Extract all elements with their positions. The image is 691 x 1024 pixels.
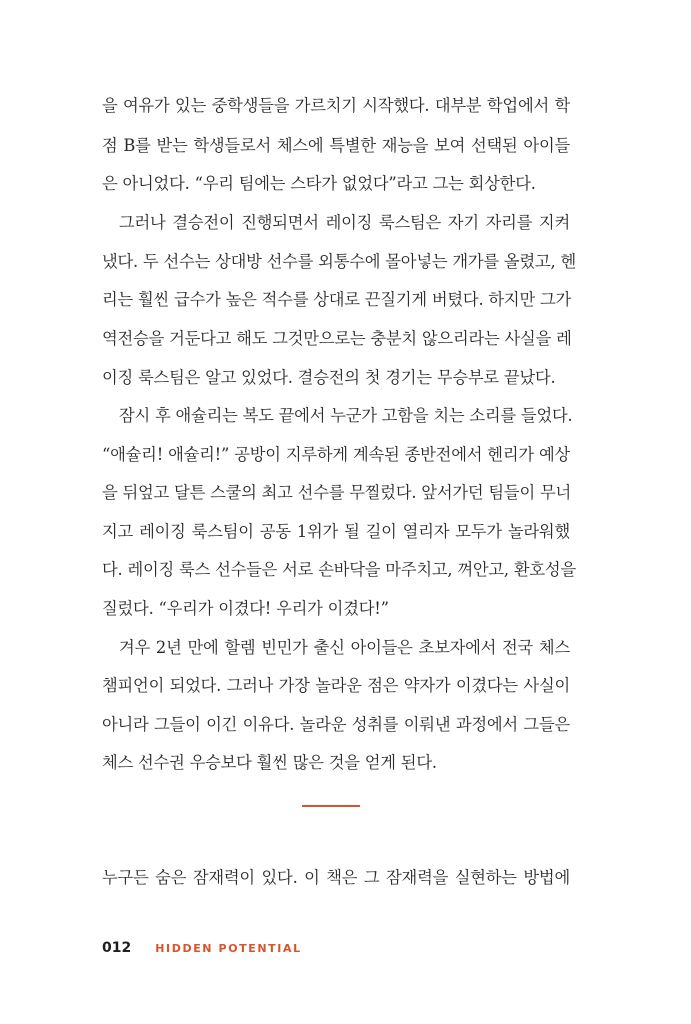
body-text-line: 아니라 그들이 이긴 이유다. 놀라운 성취를 이뤄낸 과정에서 그들은: [102, 715, 570, 734]
body-text-line: 누구든 숨은 잠재력이 있다. 이 책은 그 잠재력을 실현하는 방법에: [102, 868, 570, 887]
body-text-line: 다. 레이징 룩스 선수들은 서로 손바닥을 마주치고, 껴안고, 환호성을: [102, 560, 576, 579]
body-text-line: “애슐리! 애슐리!” 공방이 지루하게 계속된 종반전에서 헨리가 예상: [102, 445, 570, 464]
body-text-line: 그러나 결승전이 진행되면서 레이징 룩스팀은 자기 자리를 지켜: [119, 213, 570, 232]
page-number: 012: [102, 940, 132, 956]
body-text-line: 잠시 후 애슐리는 복도 끝에서 누군가 고함을 치는 소리를 들었다.: [119, 406, 573, 425]
body-text-line: 리는 훨씬 급수가 높은 적수를 상대로 끈질기게 버텼다. 하지만 그가: [102, 290, 572, 309]
body-text-line: 을 여유가 있는 중학생들을 가르치기 시작했다. 대부분 학업에서 학: [102, 96, 570, 115]
body-text-line: 역전승을 거둔다고 해도 그것만으로는 충분치 않으리라는 사실을 레: [102, 329, 572, 348]
body-text-line: 은 아니었다. “우리 팀에는 스타가 없었다”라고 그는 회상한다.: [102, 174, 536, 193]
body-text-line: 겨우 2년 만에 할렘 빈민가 출신 아이들은 초보자에서 전국 체스: [119, 638, 570, 657]
body-text-line: 을 뒤엎고 달튼 스쿨의 최고 선수를 무찔렀다. 앞서가던 팀들이 무너: [102, 483, 572, 502]
page-footer: [102, 938, 302, 958]
body-text-line: 지고 레이징 룩스팀이 공동 1위가 될 길이 열리자 모두가 놀라워했: [102, 522, 570, 541]
body-text-line: 점 B를 받는 학생들로서 체스에 특별한 재능을 보여 선택된 아이들: [102, 136, 570, 155]
body-text-line: 냈다. 두 선수는 상대방 선수를 외통수에 몰아넣는 개가를 올렸고, 헨: [102, 252, 576, 271]
body-text-line: 체스 선수권 우승보다 훨씬 많은 것을 얻게 된다.: [102, 753, 437, 772]
body-text-line: 챔피언이 되었다. 그러나 가장 놀라운 점은 약자가 이겼다는 사실이: [102, 676, 570, 695]
running-title: HIDDEN POTENTIAL: [155, 941, 302, 955]
body-text-line: 질렀다. “우리가 이겼다! 우리가 이겼다!”: [102, 599, 389, 618]
body-text-line: 이징 룩스팀은 알고 있었다. 결승전의 첫 경기는 무승부로 끝났다.: [102, 368, 556, 387]
section-divider: [302, 805, 360, 807]
